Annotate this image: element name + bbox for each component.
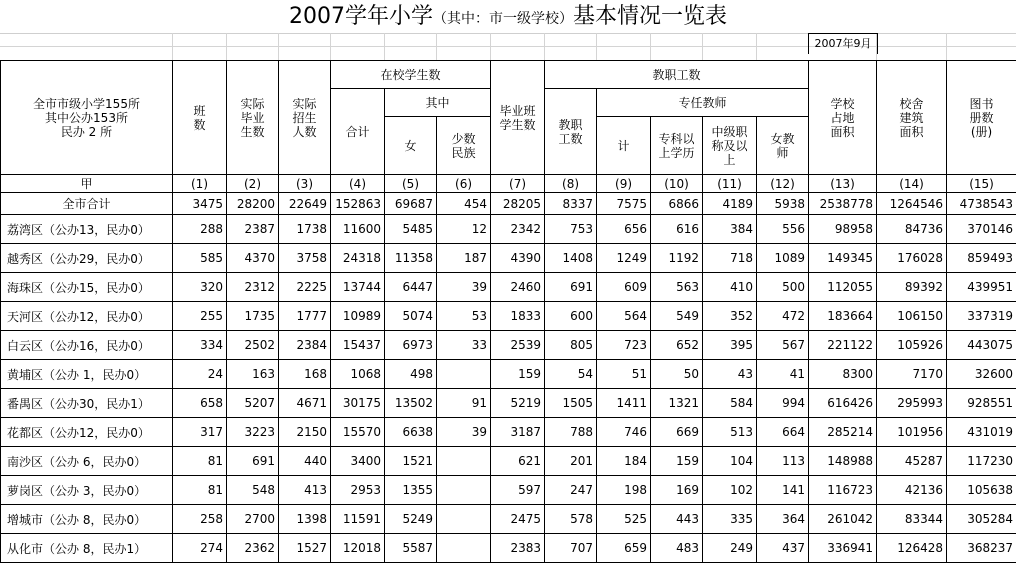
table-cell: 564 [597, 302, 651, 331]
total-cell: 4189 [703, 193, 757, 215]
caption-cell: (6) [437, 175, 491, 193]
table-cell: 288 [173, 215, 227, 244]
table-cell: 440 [279, 447, 331, 476]
table-cell: 994 [757, 389, 809, 418]
header-staff: 教职工数 [545, 61, 809, 89]
table-cell: 656 [597, 215, 651, 244]
header-books: 图书册数(册) [947, 61, 1016, 175]
table-cell: 585 [173, 244, 227, 273]
table-cell: 1321 [651, 389, 703, 418]
table-cell: 255 [173, 302, 227, 331]
table-cell: 41 [757, 360, 809, 389]
table-cell: 1521 [385, 447, 437, 476]
table-cell [437, 534, 491, 563]
table-cell: 4390 [491, 244, 545, 273]
table-cell: 335 [703, 505, 757, 534]
table-cell: 2312 [227, 273, 279, 302]
table-cell: 106150 [877, 302, 947, 331]
table-cell: 1527 [279, 534, 331, 563]
table-cell: 2150 [279, 418, 331, 447]
table-cell: 54 [545, 360, 597, 389]
table-cell: 431019 [947, 418, 1016, 447]
caption-cell: (13) [809, 175, 877, 193]
table-cell: 3400 [331, 447, 385, 476]
table-cell: 3758 [279, 244, 331, 273]
title-main-right: 基本情况一览表 [573, 4, 727, 29]
row-label: 越秀区（公办29，民办0） [1, 244, 173, 273]
row-label: 从化市（公办 8，民办1） [1, 534, 173, 563]
table-cell: 368237 [947, 534, 1016, 563]
grid-line [226, 33, 227, 60]
table-cell: 413 [279, 476, 331, 505]
corner-line-2: 其中公办153所 [4, 111, 169, 125]
table-row [1, 244, 1016, 273]
table-cell: 395 [703, 331, 757, 360]
table-cell: 3187 [491, 418, 545, 447]
table-cell: 548 [227, 476, 279, 505]
grid-line [544, 33, 545, 60]
caption-cell: (14) [877, 175, 947, 193]
header-classes: 班数 [173, 61, 227, 175]
table-cell: 221122 [809, 331, 877, 360]
table-cell: 116723 [809, 476, 877, 505]
table-cell: 176028 [877, 244, 947, 273]
table-cell: 149345 [809, 244, 877, 273]
table-cell: 83344 [877, 505, 947, 534]
table-row [1, 476, 1016, 505]
table-cell: 718 [703, 244, 757, 273]
total-cell: 7575 [597, 193, 651, 215]
table-row [1, 360, 1016, 389]
table-cell: 556 [757, 215, 809, 244]
table-cell: 6447 [385, 273, 437, 302]
table-cell: 6973 [385, 331, 437, 360]
corner-line-1: 全市市级小学155所 [4, 97, 169, 111]
table-cell: 600 [545, 302, 597, 331]
table-cell: 113 [757, 447, 809, 476]
table-cell: 320 [173, 273, 227, 302]
table-cell: 584 [703, 389, 757, 418]
report-date: 2007年9月 [808, 33, 878, 54]
caption-cell: (1) [173, 175, 227, 193]
grid-line [278, 33, 279, 60]
table-cell: 500 [757, 273, 809, 302]
caption-cell: (15) [947, 175, 1016, 193]
table-cell: 5587 [385, 534, 437, 563]
table-cell: 616426 [809, 389, 877, 418]
table-cell: 7170 [877, 360, 947, 389]
caption-row [1, 175, 1016, 193]
header-grad-class: 毕业班学生数 [491, 61, 545, 175]
table-cell: 126428 [877, 534, 947, 563]
table-cell: 2387 [227, 215, 279, 244]
table-cell: 1192 [651, 244, 703, 273]
table-cell [437, 447, 491, 476]
total-cell: 454 [437, 193, 491, 215]
table-cell: 472 [757, 302, 809, 331]
table-cell: 597 [491, 476, 545, 505]
header-ft-college: 专科以上学历 [651, 117, 703, 175]
header-actual-grad: 实际毕业生数 [227, 61, 279, 175]
caption-cell: (7) [491, 175, 545, 193]
grid-line [330, 33, 331, 60]
table-row [1, 273, 1016, 302]
table-cell: 102 [703, 476, 757, 505]
table-row [1, 505, 1016, 534]
table-row [1, 215, 1016, 244]
header-among: 其中 [385, 89, 491, 117]
grid-line [650, 33, 651, 60]
table-cell: 141 [757, 476, 809, 505]
table-row [1, 302, 1016, 331]
table-cell: 1355 [385, 476, 437, 505]
table-cell: 483 [651, 534, 703, 563]
table-cell: 42136 [877, 476, 947, 505]
table-cell: 1735 [227, 302, 279, 331]
header-staff-count: 教职工数 [545, 89, 597, 175]
table-cell: 609 [597, 273, 651, 302]
table-cell: 24 [173, 360, 227, 389]
table-cell: 334 [173, 331, 227, 360]
table-cell: 567 [757, 331, 809, 360]
caption-cell: (5) [385, 175, 437, 193]
corner-line-3: 民办 2 所 [4, 125, 169, 139]
caption-cell: (3) [279, 175, 331, 193]
table-cell: 305284 [947, 505, 1016, 534]
table-cell: 12018 [331, 534, 385, 563]
caption-cell: (8) [545, 175, 597, 193]
table-cell: 10989 [331, 302, 385, 331]
table-row [1, 331, 1016, 360]
table-cell: 201 [545, 447, 597, 476]
table-cell: 928551 [947, 389, 1016, 418]
caption-cell: (4) [331, 175, 385, 193]
table-cell: 159 [651, 447, 703, 476]
table-cell: 563 [651, 273, 703, 302]
table-cell: 723 [597, 331, 651, 360]
grid-line [384, 33, 385, 60]
table-cell: 53 [437, 302, 491, 331]
grid-line [702, 33, 703, 60]
table-cell: 443075 [947, 331, 1016, 360]
table-cell: 101956 [877, 418, 947, 447]
table-cell: 81 [173, 447, 227, 476]
table-cell: 616 [651, 215, 703, 244]
table-cell: 81 [173, 476, 227, 505]
table-cell: 258 [173, 505, 227, 534]
table-cell: 439951 [947, 273, 1016, 302]
table-cell: 443 [651, 505, 703, 534]
table-cell: 15437 [331, 331, 385, 360]
table-cell: 5249 [385, 505, 437, 534]
table-cell: 84736 [877, 215, 947, 244]
total-cell: 28205 [491, 193, 545, 215]
total-cell: 8337 [545, 193, 597, 215]
table-cell: 15570 [331, 418, 385, 447]
table-cell: 2539 [491, 331, 545, 360]
table-cell: 12 [437, 215, 491, 244]
table-cell: 11591 [331, 505, 385, 534]
caption-cell: (9) [597, 175, 651, 193]
table-cell: 184 [597, 447, 651, 476]
table-cell: 691 [545, 273, 597, 302]
table-row [1, 389, 1016, 418]
table-cell: 274 [173, 534, 227, 563]
row-label: 海珠区（公办15，民办0） [1, 273, 173, 302]
total-cell: 2538778 [809, 193, 877, 215]
table-cell: 50 [651, 360, 703, 389]
table-cell: 247 [545, 476, 597, 505]
table-cell: 437 [757, 534, 809, 563]
total-cell: 6866 [651, 193, 703, 215]
table-cell: 105638 [947, 476, 1016, 505]
table-cell: 691 [227, 447, 279, 476]
table-cell: 148988 [809, 447, 877, 476]
table-cell [437, 505, 491, 534]
table-cell: 5485 [385, 215, 437, 244]
table-cell: 652 [651, 331, 703, 360]
table-cell: 2225 [279, 273, 331, 302]
table-cell: 336941 [809, 534, 877, 563]
table-cell: 1249 [597, 244, 651, 273]
table-cell: 117230 [947, 447, 1016, 476]
total-cell: 22649 [279, 193, 331, 215]
table-cell: 1505 [545, 389, 597, 418]
table-cell: 621 [491, 447, 545, 476]
header-minority: 少数民族 [437, 117, 491, 175]
total-cell: 4738543 [947, 193, 1016, 215]
table-cell: 39 [437, 418, 491, 447]
table-cell: 105926 [877, 331, 947, 360]
data-rows [1, 215, 1016, 563]
table-cell: 13502 [385, 389, 437, 418]
table-cell: 187 [437, 244, 491, 273]
row-label: 花都区（公办12，民办0） [1, 418, 173, 447]
table-cell: 384 [703, 215, 757, 244]
table-cell: 163 [227, 360, 279, 389]
header-total: 合计 [331, 89, 385, 175]
table-cell: 859493 [947, 244, 1016, 273]
table-cell: 159 [491, 360, 545, 389]
table-cell: 33 [437, 331, 491, 360]
table-cell: 578 [545, 505, 597, 534]
row-label: 增城市（公办 8，民办0） [1, 505, 173, 534]
table-cell: 352 [703, 302, 757, 331]
table-cell: 104 [703, 447, 757, 476]
header-ft-mid: 中级职称及以上 [703, 117, 757, 175]
table-cell: 183664 [809, 302, 877, 331]
table-cell: 1777 [279, 302, 331, 331]
table-cell: 370146 [947, 215, 1016, 244]
table-cell: 249 [703, 534, 757, 563]
total-cell: 28200 [227, 193, 279, 215]
row-label: 天河区（公办12，民办0） [1, 302, 173, 331]
row-label: 荔湾区（公办13，民办0） [1, 215, 173, 244]
caption-cell: (2) [227, 175, 279, 193]
table-cell: 295993 [877, 389, 947, 418]
table-cell: 410 [703, 273, 757, 302]
header-in-school: 在校学生数 [331, 61, 491, 89]
table-cell: 659 [597, 534, 651, 563]
table-cell: 6638 [385, 418, 437, 447]
table-cell: 525 [597, 505, 651, 534]
table-cell: 3223 [227, 418, 279, 447]
table-cell: 8300 [809, 360, 877, 389]
table-cell: 5219 [491, 389, 545, 418]
table-row [1, 534, 1016, 563]
table-cell: 2362 [227, 534, 279, 563]
table-cell: 4671 [279, 389, 331, 418]
table-cell: 45287 [877, 447, 947, 476]
header-female: 女 [385, 117, 437, 175]
table-cell: 198 [597, 476, 651, 505]
total-cell: 152863 [331, 193, 385, 215]
table-cell: 11600 [331, 215, 385, 244]
row-label: 萝岗区（公办 3，民办0） [1, 476, 173, 505]
table-cell: 2953 [331, 476, 385, 505]
header-ft-female: 女教师 [757, 117, 809, 175]
table-cell: 168 [279, 360, 331, 389]
table-row [1, 418, 1016, 447]
table-cell: 707 [545, 534, 597, 563]
table-cell: 11358 [385, 244, 437, 273]
table-cell: 32600 [947, 360, 1016, 389]
table-cell: 364 [757, 505, 809, 534]
table-cell: 317 [173, 418, 227, 447]
row-label: 白云区（公办16，民办0） [1, 331, 173, 360]
table-cell: 169 [651, 476, 703, 505]
table-cell: 24318 [331, 244, 385, 273]
table-cell: 669 [651, 418, 703, 447]
table-cell: 498 [385, 360, 437, 389]
row-label: 番禺区（公办30，民办1） [1, 389, 173, 418]
total-label: 全市合计 [1, 193, 173, 215]
table-cell: 1068 [331, 360, 385, 389]
grid-line [436, 33, 437, 60]
caption-cell: (10) [651, 175, 703, 193]
header-ft-total: 计 [597, 117, 651, 175]
table-cell: 549 [651, 302, 703, 331]
table-cell: 39 [437, 273, 491, 302]
total-cell: 5938 [757, 193, 809, 215]
header-land: 学校占地面积 [809, 61, 877, 175]
header-fulltime: 专任教师 [597, 89, 809, 117]
corner-header [1, 61, 173, 175]
grid-line [596, 33, 597, 60]
table-cell: 805 [545, 331, 597, 360]
table-cell: 2460 [491, 273, 545, 302]
caption-cell: 甲 [1, 175, 173, 193]
table-cell: 1408 [545, 244, 597, 273]
statistics-table [0, 60, 1016, 563]
title-small: （其中：市一级学校） [433, 11, 573, 27]
table-cell: 1411 [597, 389, 651, 418]
table-cell: 2384 [279, 331, 331, 360]
table-cell: 5074 [385, 302, 437, 331]
table-cell: 98958 [809, 215, 877, 244]
caption-cell: (12) [757, 175, 809, 193]
table-cell: 2502 [227, 331, 279, 360]
table-cell: 285214 [809, 418, 877, 447]
table-cell: 2342 [491, 215, 545, 244]
grid-line [172, 33, 173, 60]
row-label: 南沙区（公办 6，民办0） [1, 447, 173, 476]
table-cell: 746 [597, 418, 651, 447]
table-cell: 1833 [491, 302, 545, 331]
grid-line [490, 33, 491, 60]
table-cell: 664 [757, 418, 809, 447]
total-cell: 1264546 [877, 193, 947, 215]
table-cell: 513 [703, 418, 757, 447]
total-row [1, 193, 1016, 215]
table-cell: 1089 [757, 244, 809, 273]
table-cell: 13744 [331, 273, 385, 302]
table-cell: 2383 [491, 534, 545, 563]
total-cell: 3475 [173, 193, 227, 215]
table-cell: 4370 [227, 244, 279, 273]
table-cell: 658 [173, 389, 227, 418]
table-cell: 51 [597, 360, 651, 389]
table-cell: 43 [703, 360, 757, 389]
total-cell: 69687 [385, 193, 437, 215]
header-actual-enroll: 实际招生人数 [279, 61, 331, 175]
table-row [1, 447, 1016, 476]
table-cell: 91 [437, 389, 491, 418]
table-cell: 1398 [279, 505, 331, 534]
row-label: 黄埔区（公办 1，民办0） [1, 360, 173, 389]
title-bar [0, 0, 1016, 34]
header-building: 校舍建筑面积 [877, 61, 947, 175]
page-title [0, 2, 1016, 34]
table-cell: 30175 [331, 389, 385, 418]
table-cell: 261042 [809, 505, 877, 534]
table-cell: 337319 [947, 302, 1016, 331]
table-cell: 2700 [227, 505, 279, 534]
table-cell: 5207 [227, 389, 279, 418]
table-cell: 89392 [877, 273, 947, 302]
table-cell [437, 476, 491, 505]
table-cell: 788 [545, 418, 597, 447]
table-cell: 753 [545, 215, 597, 244]
title-main-left: 2007学年小学 [289, 4, 433, 29]
caption-cell: (11) [703, 175, 757, 193]
table-cell: 112055 [809, 273, 877, 302]
table-cell: 1738 [279, 215, 331, 244]
grid-line [946, 33, 947, 60]
table-cell: 2475 [491, 505, 545, 534]
grid-line [756, 33, 757, 60]
table-cell [437, 360, 491, 389]
